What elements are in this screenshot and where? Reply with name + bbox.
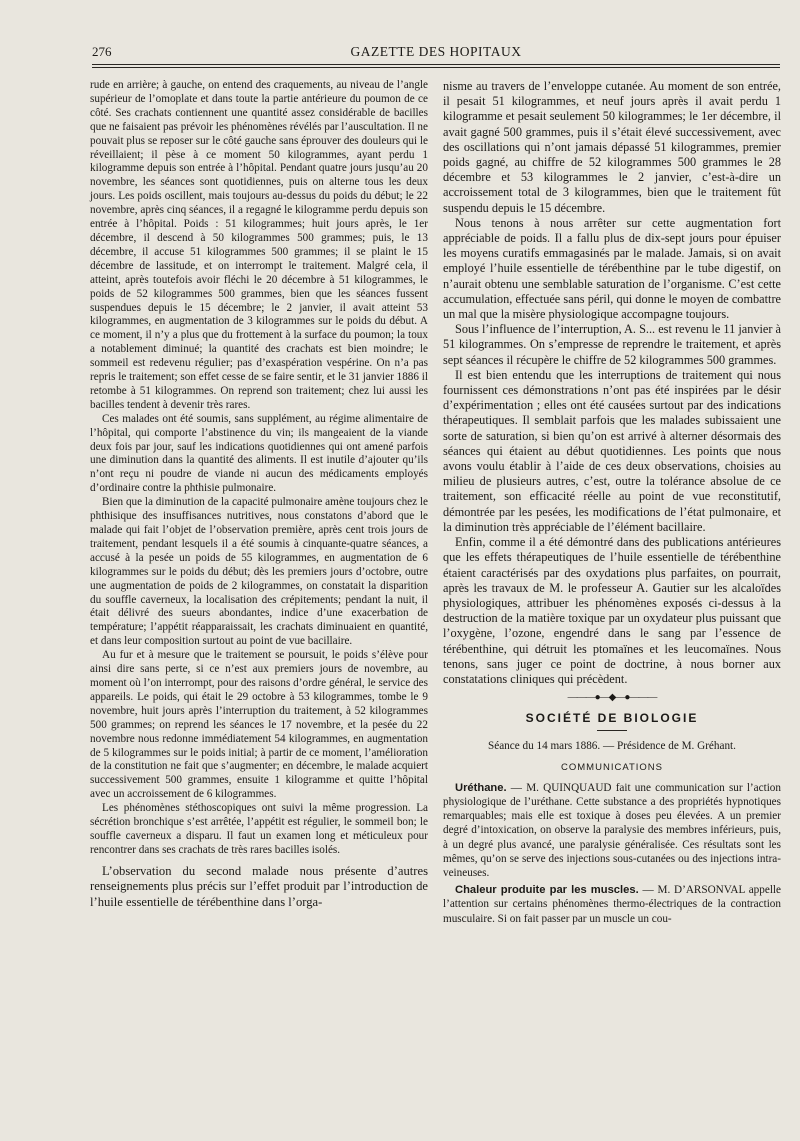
header-rule-bottom (92, 67, 780, 68)
running-title: GAZETTE DES HOPITAUX (350, 44, 522, 59)
right-column (443, 79, 781, 926)
communications-heading: COMMUNICATIONS (561, 761, 663, 773)
short-rule (597, 730, 627, 731)
paragraph: Il est bien entendu que les interruptions de traitement qui nous fournissent ces démonstrations n’ont pas été inspirées par le désir d’expérimentation ; elles ont été causées surtout par des indications thérapeutiques. Il semblait parfois que les malades subissaient une sorte de saturation, si bien qu’on est arrivé à alterner désormais des séances qui étaient au début quotidiennes. Les points que nous avons voulu établir à l’aide de ces deux observations, choisies au milieu de plusieurs autres, c’est, outre la tolérance absolue de ce traitement, son efficacité réelle au point de vue reconstitutif, démontrée par les pesées, les modifications de l’état pulmonaire, et la diminution très appréciable de l’élément bacillaire. (443, 367, 781, 534)
paragraph: Au fur et à mesure que le traitement se poursuit, le poids s’élève pour ainsi dire sans perte, si ce n’est aux premiers jours de novembre, au moment où l’on interrompt, pour des raisons d’ordre général, le service des appareils. Le poids, qui était le 29 octobre à 53 kilogrammes, tombe le 9 novembre, huit jours après l’interruption du traitement, à 52 kilogrammes 500 grammes; on reprend les séances le 17 novembre, et la pesée du 22 novembre nous redonne immédiatement 54 kilogrammes, en augmentation de 5 kilogrammes sur le poids initial; à partir de ce moment, l’amélioration de la constitution ne fait que s’augmenter; en décembre, le malade acquiert successivement 500 grammes, ensuite 1 kilogramme et quitte l’hôpital avec un accroissement de 6 kilogrammes. (90, 649, 428, 801)
paragraph: Nous tenons à nous arrêter sur cette augmentation fort appréciable de poids. Il a fallu plus de dix-sept jours pour épuiser les moyens curatifs emmagasinés par le malade. Jamais, si on avait employé l’huile essentielle de térébenthine par le tube digestif, on n’aurait obtenu une semblable saturation de l’organisme. C’est cette accumulation, effectuée sans péril, qui donne le moyen de combattre un mal que la misère physiologique accompagne toujours. (443, 215, 781, 322)
item-title: Chaleur produite par les muscles. (455, 884, 639, 897)
item-text: — M. QUINQUAUD fait une communication sur l’action physiologique de l’uréthane. Cette substance a des propriétés hypnotiques remarquables; mais elle est toxique à doses peu élevées. A un premier degré d’intoxication, on observe la paralysie des membres inférieurs, puis, à un degré plus avancé, une paralysie généralisée. Ces résultats sont les mêmes, qu’on se serve des injections sous-cutanées ou des injections intra-veineuses. (443, 781, 781, 879)
paragraph: L’observation du second malade nous présente d’autres renseignements plus précis sur l’effet produit par l’introduction de l’huile essentielle de térébenthine dans l’orga- (90, 863, 428, 909)
section-ornament: ———●—◆—●——— (567, 692, 657, 704)
item-title: Uréthane. (455, 781, 507, 794)
session-line: Séance du 14 mars 1886. — Présidence de M. Gréhant. (488, 740, 736, 753)
paragraph: rude en arrière; à gauche, on entend des craquements, au niveau de l’angle supérieur de l’omoplate et dans toute la partie antérieure du poumon de ce côté. Ses crachats contiennent une quantité assez considérable de bacilles que ne faisaient pas prévoir les phénomènes révélés par l’auscultation. Il ne pouvait plus se reposer sur le côté gauche sans éprouver des douleurs qui le réveillaient; il pèse à ce moment 50 kilogrammes, ayant perdu 1 kilogramme depuis son entrée à l’hôpital. Pendant quatre jours jusqu’au 20 novembre, les séances sont quotidiennes, puis on alterne tous les deux jours. Les poids oscillent, mais toujours au-dessus du poids du début; le 22 novembre, après cinq séances, il a regagné le kilogramme perdu depuis son entrée à l’hôpital. Poids : 51 kilogrammes; huit jours après, le 1er décembre, il descend à 50 kilogrammes 500 grammes; puis, le 13 décembre, il accuse 51 kilogrammes 500 grammes; il se plaint le 15 décembre de lassitude, et on interrompt le traitement. Malgré cela, il atteint, après toutefois avoir fléchi le 20 décembre à 51 kilogrammes, le poids de 52 kilogrammes 500 grammes, bien que les séances fussent suspendues depuis le 15 décembre; le 2 janvier, il avait atteint 53 kilogrammes, en augmentation de 3 kilogrammes sur le poids du début. A ce moment, il n’y a plus que du frottement à la surface du poumon; la toux a notablement diminué; la quantité des crachats est bien moindre; le sommeil est redevenu régulier; pas d’exaspération vespérine. On n’a pas repris le traitement; son effet cesse de se faire sentir, et le 31 janvier 1886 il retombe à 51 kilogrammes. On reprend son traitement; chez lui aussi les bacilles tendent à devenir très rares. (90, 79, 428, 411)
page-header (92, 44, 780, 64)
society-heading: SOCIÉTÉ DE BIOLOGIE (525, 711, 699, 726)
page-number: 276 (92, 44, 112, 59)
paragraph: Enfin, comme il a été démontré dans des publications antérieures que les effets thérapeutiques de l’huile essentielle de térébenthine étaient caractérisés par des oxydations plus parfaites, on pourrait, après les travaux de M. le professeur A. Gautier sur les alcaloïdes physiologiques, attribuer les phénomènes exposés ci-dessus à la destruction de la matière toxique par un oxydateur plus puissant que l’oxygène, l’ozone, engendré dans le sang par l’essence de térébenthine, qui détruit les ptomaïnes et les leucomaïnes. Nous tenons, sans juger ce point de doctrine, à nous borner aux constatations cliniques qui précèdent. (443, 535, 781, 686)
paragraph: Les phénomènes stéthoscopiques ont suivi la même progression. La sécrétion bronchique s’est arrêtée, l’appétit est régulier, le sommeil bon; le souffle caverneux a disparu. Il faut un examen long et méticuleux pour rencontrer dans ses crachats de très rares bacilles isolés. (90, 802, 428, 856)
left-column (90, 79, 428, 910)
paragraph: Ces malades ont été soumis, sans supplément, au régime alimentaire de l’hôpital, qui comporte l’abstinence du vin; ils mangeaient de la viande deux fois par jour, sauf les indications quotidiennes qui ont amené parfois une diminution dans la quantité des aliments. Il est inutile d’ajouter qu’ils n’ont reçu ni poudre de viande ni aucun des médicaments employés d’ordinaire contre la phthisie pulmonaire. (90, 412, 428, 495)
communication-item (443, 883, 781, 926)
paragraph: Sous l’influence de l’interruption, A. S... est revenu le 11 janvier à 51 kilogrammes. On s’empresse de reprendre le traitement, et après sept séances il récupère le chiffre de 52 kilogrammes 500 grammes. (443, 322, 782, 367)
communication-item (443, 781, 781, 880)
header-rule-top (92, 64, 780, 65)
paragraph: nisme au travers de l’enveloppe cutanée. Au moment de son entrée, il pesait 51 kilogrammes, et neuf jours après il avait perdu 1 kilogramme et pesait seulement 50 kilogrammes; le 1er décembre, il avait gagné 500 grammes, puis il s’était élevé successivement, avec des oscillations qui n’ont jamais dépassé 51 kilogrammes, premier poids gagné, au chiffre de 52 kilogrammes 500 grammes le 28 décembre et 53 kilogrammes le 2 janvier, c’est-à-dire un accroissement total de 3 kilogrammes, bien que le traitement fût suspendu depuis le 15 décembre. (443, 79, 781, 215)
paragraph: Bien que la diminution de la capacité pulmonaire amène toujours chez le phthisique des insuffisances nutritives, nous constatons d’abord que le malade qui fait l’objet de l’observation première, après cent trois jours de traitement, pendant lesquels il a été soumis à cinquante-quatre séances, a accusé à la pesée un poids de 55 kilogrammes, en augmentation de 6 kilogrammes sur le poids du début; dès les premiers jours d’octobre, outre une augmentation de poids de 2 kilogrammes, on constatait la disparition du souffle caverneux, la localisation des crépitements; pendant la nuit, il était délivré des sueurs abondantes, indice d’une exacerbation de température; l’appétit réapparaissait, les crachats diminuaient en quantité, et dans leur composition surtout au point de vue bacillaire. (90, 496, 428, 648)
item-text: — M. D’ARSONVAL appelle l’attention sur certains phénomènes thermo-électriques de la contraction musculaire. Si on fait passer par un muscle un cou- (443, 884, 781, 925)
